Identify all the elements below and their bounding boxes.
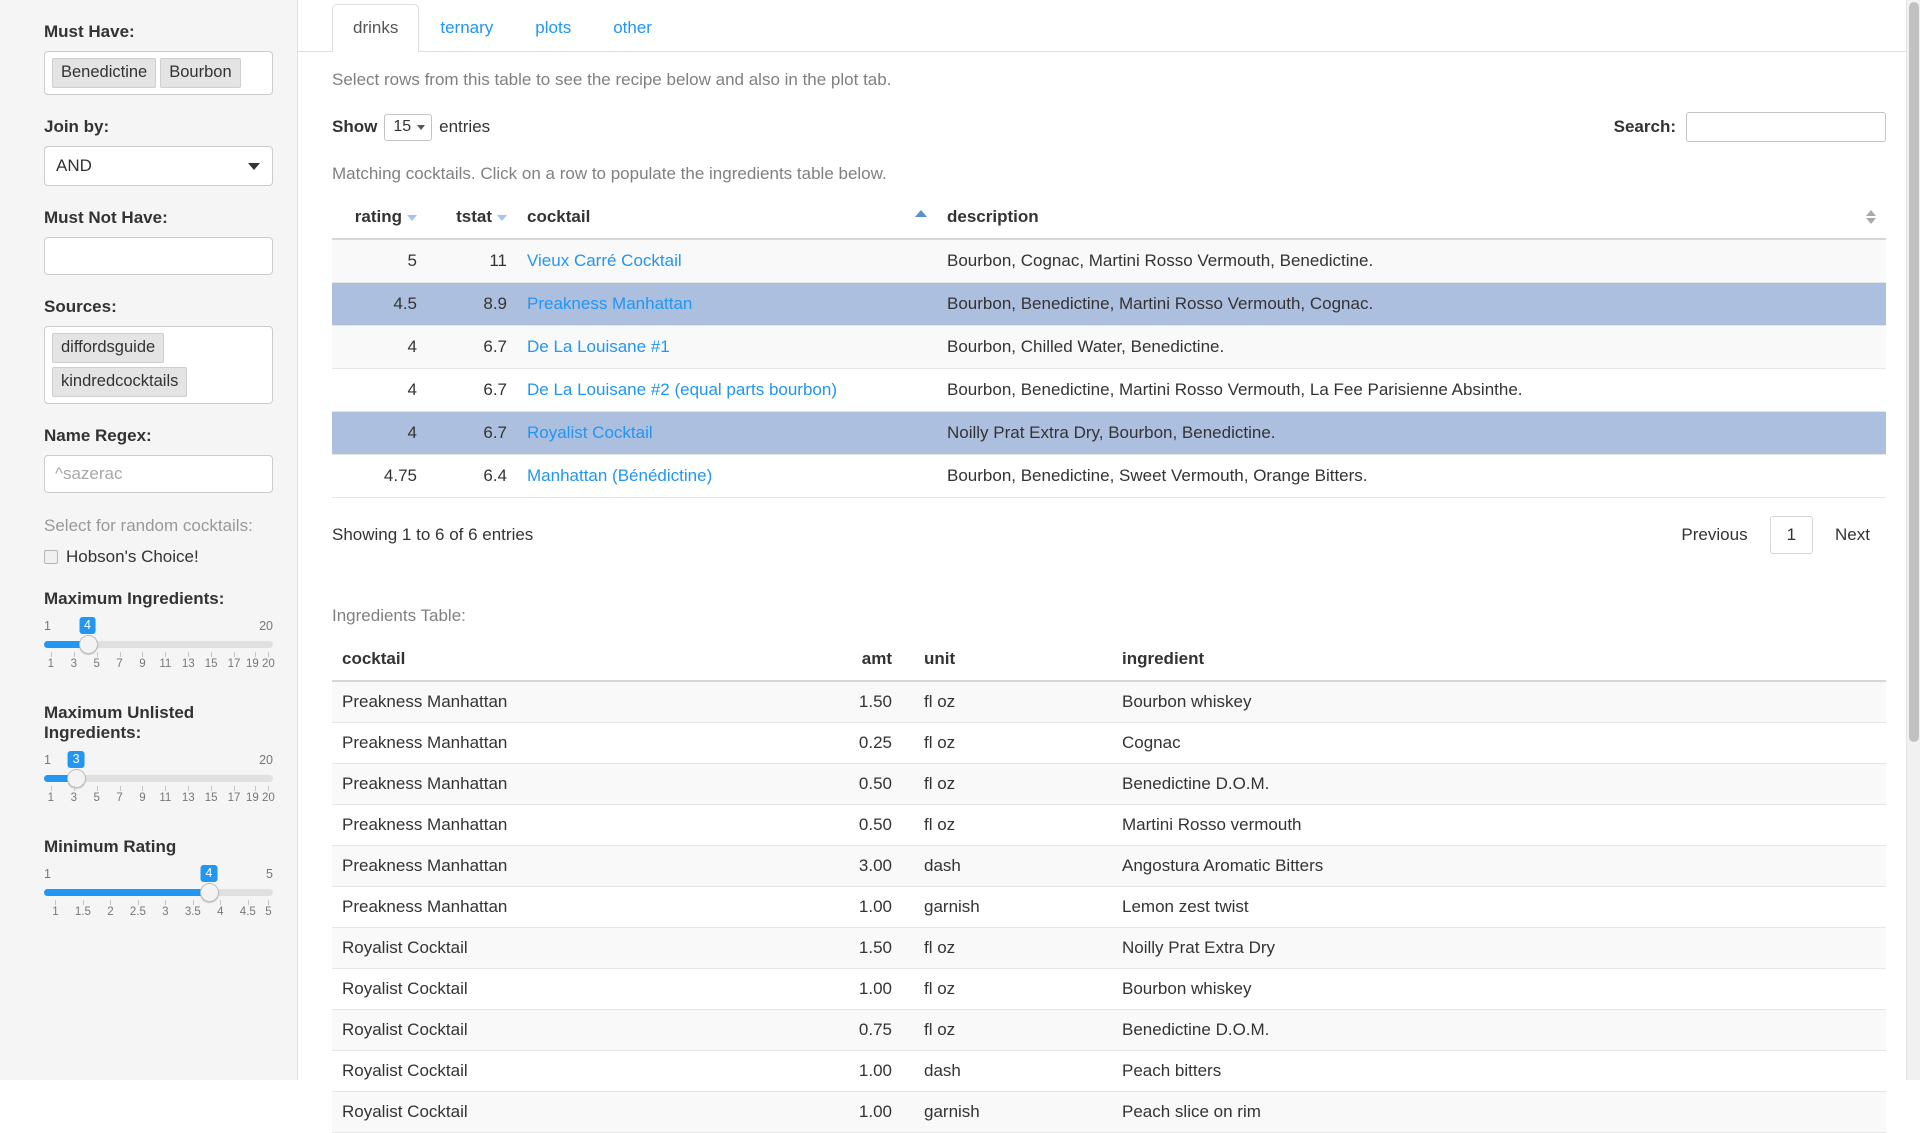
column-label: rating [354,207,402,226]
table-header-row [332,640,1886,681]
cocktails-table-head [332,198,1886,239]
slider-ticks [44,900,273,920]
main-panel [298,0,1920,1121]
slider-ticks [44,652,273,672]
cell-cocktail[interactable] [517,369,937,412]
table-row [332,764,1886,805]
max-ingredients-group [44,589,273,681]
tick-label: 5 [93,657,100,670]
tick-label: 15 [204,657,218,670]
column-label: tstat [456,207,492,226]
slider-fill [44,889,209,896]
tick-label: 20 [262,791,275,804]
table-row [332,846,1886,887]
chevron-down-icon [417,125,425,130]
cell-description: Bourbon, Benedictine, Martini Rosso Vermouth, Cognac. [937,283,1886,326]
cell-cocktail[interactable] [517,283,937,326]
tick-label: 3 [70,657,77,670]
tick-label: 7 [116,657,123,670]
cell-ingredient: Benedictine D.O.M. [1112,764,1886,805]
slider-value-bubble: 3 [68,751,85,768]
token[interactable]: diffordsguide [52,333,164,363]
panel-helper-text: Select rows from this table to see the recipe below and also in the plot tab. [332,70,892,89]
table-row [332,928,1886,969]
cell-cocktail: Royalist Cocktail [332,928,782,969]
table-row [332,1092,1886,1133]
cell-cocktail: Royalist Cocktail [332,1051,782,1092]
column-header-ingredient: ingredient [1112,640,1886,681]
sources-group [44,297,273,404]
column-label: description [947,207,1039,226]
tab-plots[interactable]: plots [535,17,572,37]
token[interactable]: kindredcocktails [52,367,187,397]
search-input[interactable] [1686,112,1886,142]
column-header-unit: unit [902,640,1112,681]
slider-max-label: 20 [259,752,273,767]
cell-description: Bourbon, Benedictine, Martini Rosso Vermouth, La Fee Parisienne Absinthe. [937,369,1886,412]
random-label: Select for random cocktails: [44,515,253,535]
tick-label: 9 [139,657,146,670]
max-ingredients-slider[interactable] [44,619,273,681]
tick-label: 5 [265,905,272,918]
table-row[interactable] [332,455,1886,498]
ingredients-table [332,640,1886,1133]
table-row [332,723,1886,764]
slider-track[interactable] [44,889,273,896]
must-not-have-group [44,208,273,275]
max-unlisted-ingredients-slider[interactable] [44,753,273,815]
cell-ingredient: Peach slice on rim [1112,1092,1886,1133]
sidebar [0,0,298,1080]
entries-label: entries [439,117,491,136]
cell-ingredient: Angostura Aromatic Bitters [1112,846,1886,887]
previous-page-button[interactable]: Previous [1681,525,1748,544]
tab-bar [298,0,1920,52]
cell-unit: fl oz [902,723,1112,764]
cell-unit: dash [902,1051,1112,1092]
cell-amt: 0.50 [782,764,902,805]
cell-ingredient: Lemon zest twist [1112,887,1886,928]
ingredients-table-body [332,681,1886,1133]
tick-label: 17 [227,791,241,804]
tab-other[interactable]: other [613,17,652,37]
minimum-rating-slider[interactable] [44,867,273,929]
table-row[interactable] [332,412,1886,455]
cell-ingredient: Peach bitters [1112,1051,1886,1092]
cocktail-link[interactable]: De La Louisane #2 (equal parts bourbon) [527,380,837,399]
cell-ingredient: Benedictine D.O.M. [1112,1010,1886,1051]
tick-label: 17 [227,657,241,670]
must-have-group [44,22,273,95]
sort-unsorted-icon [1866,210,1876,224]
sort-ascending-icon [915,210,927,217]
cell-unit: fl oz [902,1010,1112,1051]
token[interactable]: Bourbon [160,58,240,88]
cell-cocktail[interactable] [517,326,937,369]
tick-label: 3 [70,791,77,804]
tab-ternary[interactable]: ternary [440,17,494,37]
tick-label: 1 [52,905,59,918]
cell-tstat: 8.9 [427,283,517,326]
cocktail-link[interactable]: Vieux Carré Cocktail [527,251,682,270]
max-ingredients-label: Maximum Ingredients: [44,588,225,608]
sources-label: Sources: [44,296,117,316]
tick-label: 11 [159,657,172,670]
must-not-have-label: Must Not Have: [44,207,168,227]
cell-amt: 1.00 [782,969,902,1010]
random-group [44,515,273,567]
cell-ingredient: Martini Rosso vermouth [1112,805,1886,846]
cell-cocktail: Royalist Cocktail [332,969,782,1010]
column-header-description[interactable] [937,198,1886,239]
cell-unit: garnish [902,887,1112,928]
sort-descending-icon [407,215,417,221]
cell-cocktail: Preakness Manhattan [332,846,782,887]
cell-cocktail: Royalist Cocktail [332,1092,782,1133]
must-not-have-input[interactable] [44,237,273,275]
cell-tstat: 6.4 [427,455,517,498]
table-row[interactable] [332,239,1886,283]
cell-rating: 4 [332,412,427,455]
slider-max-label: 20 [259,618,273,633]
cell-tstat: 6.7 [427,369,517,412]
cell-unit: dash [902,846,1112,887]
column-header-cocktail[interactable] [517,198,937,239]
must-have-input[interactable] [44,51,273,95]
table-row [332,681,1886,723]
table-header-row [332,198,1886,239]
cell-cocktail[interactable] [517,412,937,455]
table-controls [332,112,1886,142]
join-by-label: Join by: [44,116,110,136]
search-control [1614,112,1886,142]
show-label: Show [332,117,378,136]
cell-cocktail[interactable] [517,239,937,283]
page-1-button[interactable]: 1 [1770,516,1813,554]
tick-label: 1 [47,791,55,804]
cell-tstat: 6.7 [427,412,517,455]
hobsons-choice-label: Hobson's Choice! [66,546,199,566]
name-regex-group [44,426,273,493]
cell-description: Noilly Prat Extra Dry, Bourbon, Benedictine. [937,412,1886,455]
cell-amt: 1.00 [782,887,902,928]
tick-label: 13 [181,657,195,670]
slider-min-label: 1 [44,866,51,881]
tick-label: 13 [181,791,195,804]
table-row[interactable] [332,326,1886,369]
table-info: Showing 1 to 6 of 6 entries [332,525,534,544]
tick-label: 7 [116,791,123,804]
hobsons-choice-row[interactable] [44,547,273,567]
cell-amt: 1.00 [782,1092,902,1133]
sort-descending-icon [497,215,507,221]
cell-rating: 4.5 [332,283,427,326]
table-note: Matching cocktails. Click on a row to populate the ingredients table below. [332,164,887,183]
column-header-cocktail: cocktail [332,640,782,681]
table-row [332,887,1886,928]
must-have-label: Must Have: [44,22,135,41]
tick-label: 11 [159,791,172,804]
cell-unit: fl oz [902,764,1112,805]
column-header-amt: amt [782,640,902,681]
slider-ticks [44,786,273,806]
tick-label: 5 [93,791,100,804]
cell-rating: 5 [332,239,427,283]
tick-label: 1 [47,657,55,670]
cell-tstat: 11 [427,239,517,283]
cell-description: Bourbon, Cognac, Martini Rosso Vermouth, Benedictine. [937,239,1886,283]
table-row [332,969,1886,1010]
ingredients-table-head [332,640,1886,681]
page-scrollbar[interactable] [1906,0,1920,1080]
tick-label: 20 [262,657,275,670]
cell-amt: 1.50 [782,928,902,969]
cell-amt: 0.25 [782,723,902,764]
cocktail-link[interactable]: Manhattan (Bénédictine) [527,466,713,485]
search-label: Search: [1613,117,1676,136]
cell-rating: 4 [332,369,427,412]
name-regex-input[interactable] [44,455,273,493]
column-label: cocktail [527,207,591,226]
slider-max-label: 5 [266,866,273,881]
cell-amt: 1.50 [782,681,902,723]
name-regex-label: Name Regex: [44,425,152,445]
drinks-panel [298,70,1920,1133]
cell-amt: 0.50 [782,805,902,846]
tick-label: 9 [139,791,146,804]
cocktails-table [332,198,1886,498]
hobsons-choice-checkbox[interactable] [44,550,58,564]
cell-cocktail: Preakness Manhattan [332,764,782,805]
entries-per-page-select[interactable] [384,114,432,141]
cell-cocktail: Preakness Manhattan [332,805,782,846]
cell-cocktail: Royalist Cocktail [332,1010,782,1051]
minimum-rating-label: Minimum Rating [44,836,177,856]
column-header-tstat[interactable] [427,198,517,239]
tick-label: 4.5 [239,905,256,918]
tick-label: 2.5 [129,905,146,918]
slider-min-label: 1 [44,618,51,633]
cell-description: Bourbon, Chilled Water, Benedictine. [937,326,1886,369]
entries-per-page-value: 15 [393,118,412,135]
table-row[interactable] [332,283,1886,326]
cell-ingredient: Cognac [1112,723,1886,764]
cell-ingredient: Noilly Prat Extra Dry [1112,928,1886,969]
cell-ingredient: Bourbon whiskey [1112,969,1886,1010]
tick-label: 3.5 [184,905,201,918]
join-by-group [44,117,273,186]
tick-label: 19 [245,791,259,804]
cell-unit: fl oz [902,681,1112,723]
ingredients-table-title: Ingredients Table: [332,606,466,625]
scrollbar-thumb[interactable] [1909,2,1919,742]
show-entries-control [332,114,490,141]
tick-label: 15 [204,791,218,804]
cell-rating: 4.75 [332,455,427,498]
tab-drinks[interactable]: drinks [332,4,419,52]
join-by-select[interactable] [44,146,273,186]
tick-label: 2 [107,905,114,918]
cell-amt: 1.00 [782,1051,902,1092]
max-unlisted-ingredients-group [44,703,273,815]
cocktail-link[interactable]: De La Louisane #1 [527,337,670,356]
cell-unit: fl oz [902,805,1112,846]
cell-unit: garnish [902,1092,1112,1133]
cell-cocktail: Preakness Manhattan [332,681,782,723]
cell-cocktail: Preakness Manhattan [332,723,782,764]
slider-value-bubble: 4 [200,865,217,882]
cell-tstat: 6.7 [427,326,517,369]
cocktail-link[interactable]: Royalist Cocktail [527,423,653,442]
tick-label: 3 [162,905,169,918]
table-row[interactable] [332,369,1886,412]
table-row [332,805,1886,846]
cell-amt: 0.75 [782,1010,902,1051]
token[interactable]: Benedictine [52,58,156,88]
table-row [332,1051,1886,1092]
tick-label: 4 [217,905,224,918]
cell-ingredient: Bourbon whiskey [1112,681,1886,723]
cell-rating: 4 [332,326,427,369]
cell-unit: fl oz [902,928,1112,969]
slider-value-bubble: 4 [79,617,96,634]
pagination [1665,516,1886,554]
cell-amt: 3.00 [782,846,902,887]
tick-label: 19 [245,657,259,670]
cell-description: Bourbon, Benedictine, Sweet Vermouth, Orange Bitters. [937,455,1886,498]
cell-cocktail[interactable] [517,455,937,498]
max-unlisted-ingredients-label: Maximum Unlisted Ingredients: [44,702,195,742]
cell-unit: fl oz [902,969,1112,1010]
slider-min-label: 1 [44,752,51,767]
tick-label: 1.5 [74,905,91,918]
sources-input[interactable] [44,326,273,404]
cocktail-link[interactable]: Preakness Manhattan [527,294,693,313]
join-by-value: AND [56,155,92,175]
minimum-rating-group [44,837,273,929]
chevron-down-icon [248,163,260,170]
next-page-button[interactable]: Next [1835,525,1870,544]
cell-cocktail: Preakness Manhattan [332,887,782,928]
table-row [332,1010,1886,1051]
pagination-row [332,516,1886,554]
cocktails-table-body [332,239,1886,498]
column-header-rating[interactable] [332,198,427,239]
